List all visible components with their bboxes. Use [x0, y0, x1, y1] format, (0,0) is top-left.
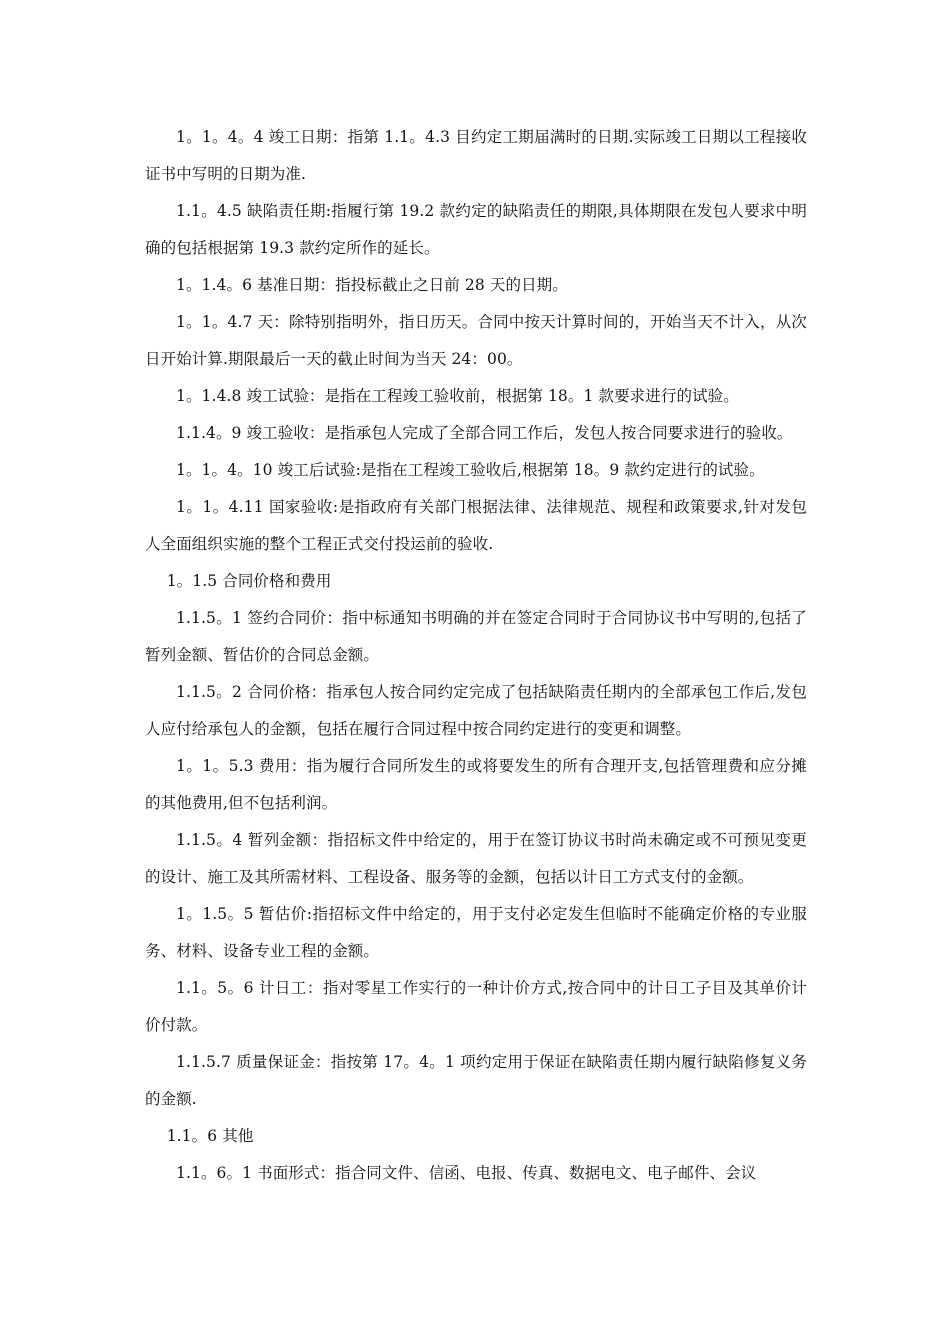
- clause-1-1-4-10: 1。1。4。10 竣工后试验:是指在工程竣工验收后,根据第 18。9 款约定进行的试验。: [176, 461, 765, 479]
- section-heading-1-1-6: 1.1。6 其他: [166, 1127, 254, 1145]
- clause-1-1-5-5: 1。1.5。5 暂估价:指招标文件中给定的，用于支付必定发生但临时不能确定价格的专业服务、材料、设备专业工程的金额。: [145, 905, 807, 960]
- clause-1-1-5-2: 1.1.5。2 合同价格：指承包人按合同约定完成了包括缺陷责任期内的全部承包工作后,发包人应付给承包人的金额，包括在履行合同过程中按合同约定进行的变更和调整。: [145, 683, 807, 738]
- clause-1-1-5-3: 1。1。5.3 费用：指为履行合同所发生的或将要发生的所有合理开支,包括管理费和应分摊的其他费用,但不包括利润。: [145, 757, 807, 812]
- clause-1-1-4-5: 1.1。4.5 缺陷责任期:指履行第 19.2 款约定的缺陷责任的期限,具体期限在发包人要求中明确的包括根据第 19.3 款约定所作的延长。: [145, 202, 807, 257]
- clause-1-1-4-6: 1。1.4。6 基准日期：指投标截止之日前 28 天的日期。: [176, 276, 568, 294]
- clause-1-1-5-4: 1.1.5。4 暂列金额：指招标文件中给定的，用于在签订协议书时尚未确定或不可预见变更的设计、施工及其所需材料、工程设备、服务等的金额，包括以计日工方式支付的金额。: [145, 831, 807, 886]
- clause-1-1-5-6: 1.1。5。6 计日工：指对零星工作实行的一种计价方式,按合同中的计日工子目及其单价计价付款。: [145, 979, 807, 1034]
- document-body: [145, 119, 807, 1192]
- section-heading-1-1-5: 1。1.5 合同价格和费用: [166, 572, 332, 590]
- clause-1-1-4-9: 1.1.4。9 竣工验收：是指承包人完成了全部合同工作后，发包人按合同要求进行的验收。: [176, 424, 793, 442]
- clause-1-1-4-11: 1。1。4.11 国家验收:是指政府有关部门根据法律、法律规范、规程和政策要求,针对发包人全面组织实施的整个工程正式交付投运前的验收.: [145, 498, 807, 553]
- clause-1-1-4-8: 1。1.4.8 竣工试验：是指在工程竣工验收前，根据第 18。1 款要求进行的试验。: [176, 387, 739, 405]
- clause-1-1-5-7: 1.1.5.7 质量保证金：指按第 17。4。1 项约定用于保证在缺陷责任期内履行缺陷修复义务的金额.: [145, 1053, 807, 1108]
- clause-1-1-5-1: 1.1.5。1 签约合同价：指中标通知书明确的并在签定合同时于合同协议书中写明的,包括了暂列金额、暂估价的合同总金额。: [145, 609, 807, 664]
- clause-1-1-6-1: 1.1。6。1 书面形式：指合同文件、信函、电报、传真、数据电文、电子邮件、会议: [176, 1164, 757, 1182]
- clause-1-1-4-4: 1。1。4。4 竣工日期：指第 1.1。4.3 目约定工期届满时的日期.实际竣工日期以工程接收证书中写明的日期为准.: [145, 128, 807, 183]
- clause-1-1-4-7: 1。1。4.7 天：除特别指明外，指日历天。合同中按天计算时间的，开始当天不计入，从次日开始计算.期限最后一天的截止时间为当天 24：00。: [145, 313, 807, 368]
